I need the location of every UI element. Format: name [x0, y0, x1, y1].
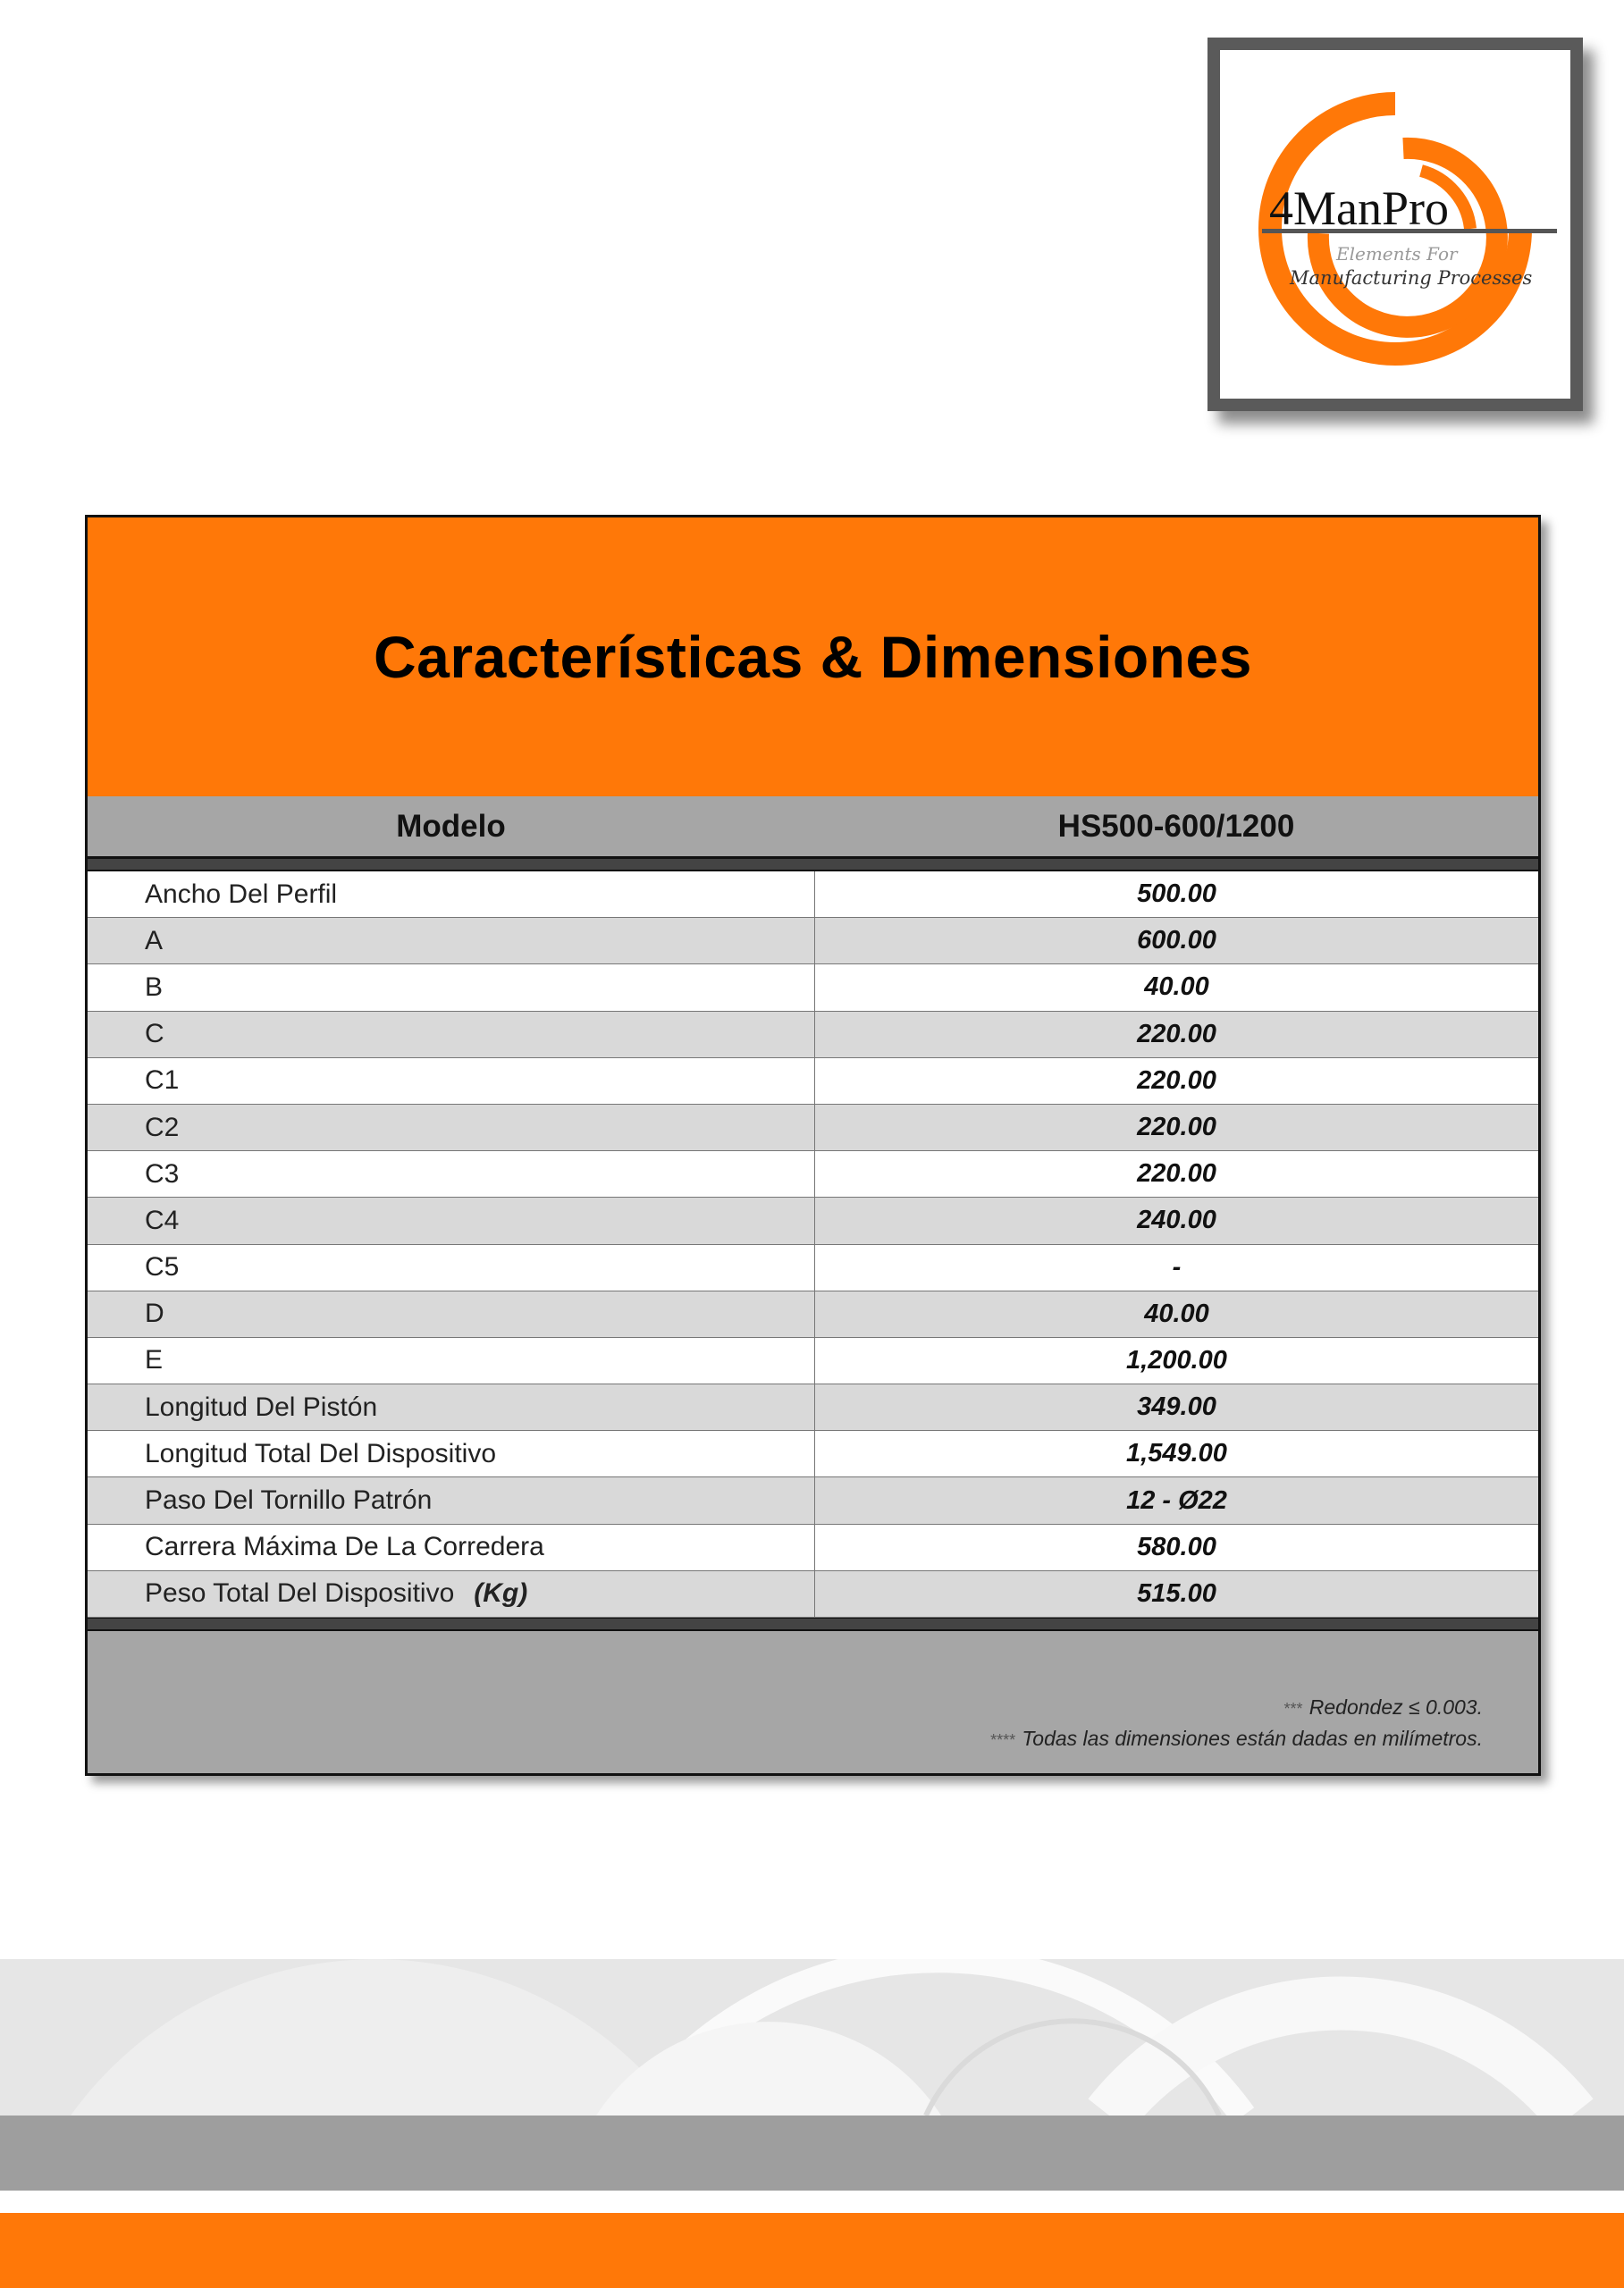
table-row: [88, 1431, 1538, 1477]
row-label: B: [88, 964, 815, 1010]
row-value: -: [1172, 1252, 1182, 1282]
row-label: Peso Total Del Dispositivo (Kg): [88, 1571, 815, 1617]
row-value: 220.00: [1137, 1113, 1216, 1142]
row-label: C3: [88, 1151, 815, 1197]
row-value: 1,549.00: [1126, 1439, 1227, 1468]
table-row: [88, 1477, 1538, 1524]
table-row: [88, 1384, 1538, 1431]
table-row: [88, 964, 1538, 1011]
row-label: C: [88, 1012, 815, 1057]
page-title: Características & Dimensiones: [374, 624, 1252, 690]
row-label: Longitud Total Del Dispositivo: [88, 1431, 815, 1476]
company-logo: [1207, 38, 1583, 411]
table-row: [88, 1198, 1538, 1244]
logo-tagline-1: Elements For: [1336, 243, 1458, 265]
logo-brand: 4ManPro: [1269, 181, 1449, 235]
divider: [88, 1618, 1538, 1631]
row-value: 12 - Ø22: [1126, 1485, 1227, 1515]
row-label: C4: [88, 1198, 815, 1243]
row-value: 220.00: [1137, 1159, 1216, 1189]
row-value: 240.00: [1137, 1206, 1216, 1235]
table-row: [88, 1338, 1538, 1384]
title-band: [88, 517, 1538, 796]
row-value: 220.00: [1137, 1065, 1216, 1095]
unit-label: (Kg): [474, 1578, 528, 1609]
row-value: 40.00: [1144, 972, 1209, 1002]
table-row: [88, 1058, 1538, 1105]
table-row: [88, 1245, 1538, 1291]
table-row: [88, 1525, 1538, 1571]
row-label: Longitud Del Pistón: [88, 1384, 815, 1430]
footnotes: [989, 1693, 1483, 1755]
row-value: 40.00: [1144, 1299, 1209, 1328]
row-label: Paso Del Tornillo Patrón: [88, 1477, 815, 1523]
logo-tagline-2: Manufacturing Processes: [1290, 267, 1533, 289]
footnote: **** Todas las dimensiones están dadas en milímetros.: [989, 1727, 1483, 1750]
divider: [88, 859, 1538, 871]
table-row: [88, 1012, 1538, 1058]
row-label: A: [88, 918, 815, 963]
table-row: [88, 1105, 1538, 1151]
logo-graphic: [1220, 50, 1570, 399]
table-row: [88, 871, 1538, 918]
table-row: [88, 1291, 1538, 1338]
background-decoration: [0, 1959, 1624, 2116]
row-value: 515.00: [1137, 1578, 1216, 1608]
row-value: 580.00: [1137, 1532, 1216, 1561]
row-value: 600.00: [1137, 926, 1216, 955]
specs-table: [85, 515, 1541, 1776]
row-label: E: [88, 1338, 815, 1384]
row-value: 500.00: [1137, 879, 1216, 909]
header-label: Modelo: [396, 808, 506, 844]
footnote: *** Redondez ≤ 0.003.: [1283, 1695, 1483, 1719]
table-row: [88, 1151, 1538, 1198]
row-label: Ancho Del Perfil: [88, 871, 815, 917]
header-model: HS500-600/1200: [1057, 808, 1295, 844]
row-label: D: [88, 1291, 815, 1337]
footer-gray-band: [0, 2116, 1624, 2191]
footer-orange-band: [0, 2213, 1624, 2288]
row-label: C1: [88, 1058, 815, 1104]
table-row: [88, 1571, 1538, 1618]
row-value: 349.00: [1137, 1392, 1216, 1422]
row-value: 1,200.00: [1126, 1345, 1227, 1375]
row-label: C5: [88, 1245, 815, 1291]
row-value: 220.00: [1137, 1019, 1216, 1048]
table-row: [88, 918, 1538, 964]
table-body: [88, 871, 1538, 1618]
row-label: C2: [88, 1105, 815, 1150]
row-label: Carrera Máxima De La Corredera: [88, 1525, 815, 1570]
table-header: [88, 796, 1538, 859]
